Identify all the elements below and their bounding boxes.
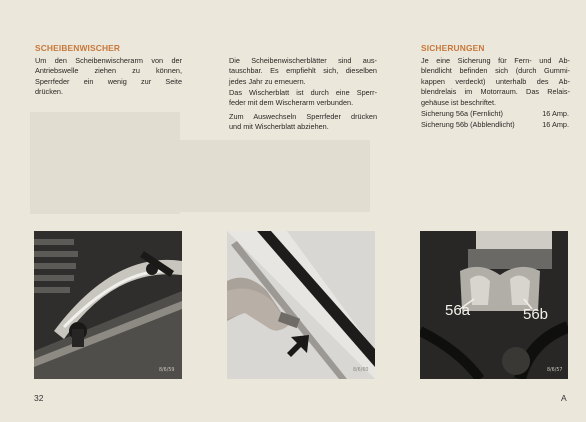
text-line: kappen verdeckt) unterhalb des Ab- [421,76,570,86]
text-line: feder mit dem Wischerarm verbunden. [229,98,354,108]
wiper-blade-text-1 [229,56,377,87]
wiper-blade-text-3 [229,112,377,133]
fuse-row-56a [421,109,569,118]
photo-wiper-arm [34,231,182,379]
text-line: jedes Jahr zu erneuern. [229,76,306,86]
text-line: Sperrfeder ein wenig zur Seite [35,76,182,86]
photo-caption: 8/6/60 [353,368,369,373]
photo-wiper-blade [227,231,375,379]
fuse-label: Sicherung 56b (Abblendlicht) [421,120,515,129]
text-line: Je eine Sicherung für Fern- und Ab- [421,56,570,65]
page-number: 32 [34,393,44,403]
photo-caption: 8/6/57 [547,368,563,373]
fuse-row-56b [421,120,569,129]
photo-fuses [420,231,568,379]
section-letter: A [561,393,567,403]
text-line: Die Scheibenwischerblätter sind aus- [229,56,377,65]
scheibenwischer-text [35,56,182,98]
bleed-through-block [180,140,370,212]
text-line: Antriebswelle ziehen zu können, [35,66,182,76]
fuse-label: Sicherung 56a (Fernlicht) [421,109,503,118]
fuse-value: 16 Amp. [542,120,569,129]
fuse-label-56b: 56b [523,306,549,323]
text-line: Zum Auswechseln Sperrfeder drücken [229,112,377,121]
fuse-relay-illustration [420,231,568,379]
text-line: drücken. [35,87,63,97]
section-heading-sicherungen: SICHERUNGEN [421,43,485,53]
text-line: Um den Scheibenwischerarm von der [35,56,182,65]
text-line: und mit Wischerblatt abziehen. [229,122,329,132]
fuse-label-56a: 56a [445,302,471,319]
wiper-blade-illustration [227,231,375,379]
sicherungen-text [421,56,570,108]
text-line: blendlicht befinden sich (durch Gummi- [421,66,570,76]
wiper-blade-text-2 [229,88,377,109]
text-line: gehäuse ist beschriftet. [421,97,497,107]
bleed-through-block [30,112,180,214]
text-line: blendrelais im Motorraum. Das Relais- [421,87,570,97]
text-line: tauschbar. Es empfiehlt sich, dieselben [229,66,377,76]
section-heading-scheibenwischer: SCHEIBENWISCHER [35,43,121,53]
photo-caption: 8/6/59 [159,368,175,373]
text-line: Das Wischerblatt ist durch eine Sperr- [229,88,377,97]
wiper-arm-illustration [34,231,182,379]
fuse-value: 16 Amp. [542,109,569,118]
